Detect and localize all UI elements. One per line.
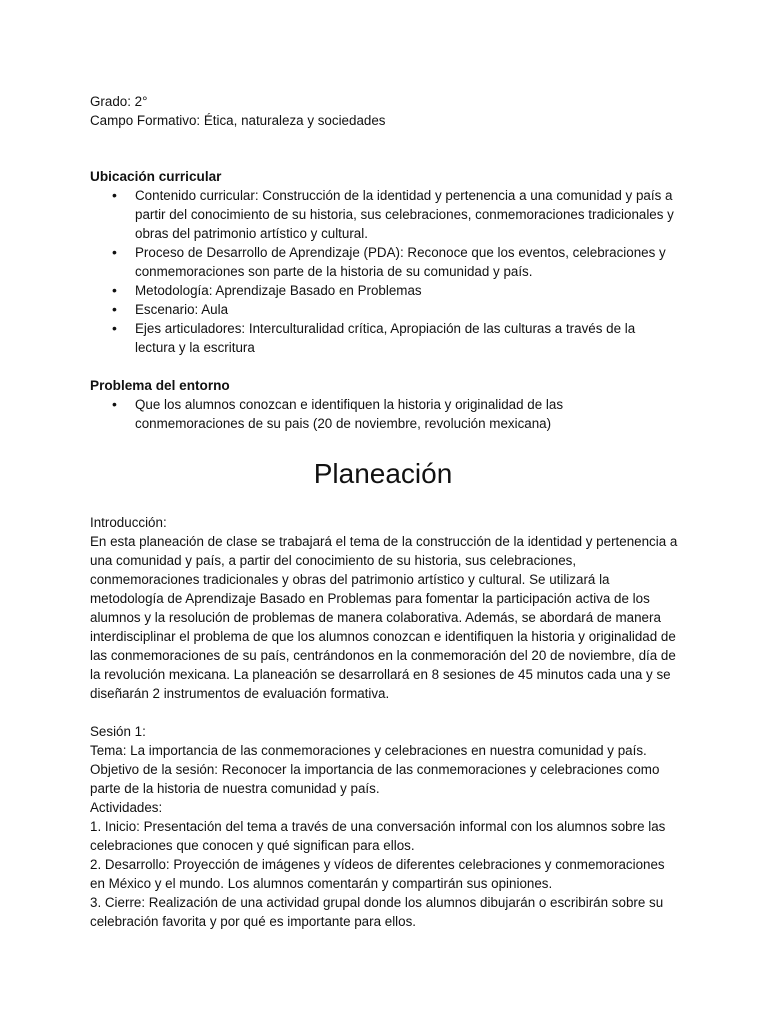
sesion-1-objetivo: Objetivo de la sesión: Reconocer la importancia de las conmemoraciones y celebraciones como parte de la historia de nuestra comunidad y país. xyxy=(90,762,660,796)
sesion-1-actividad-desarrollo: 2. Desarrollo: Proyección de imágenes y vídeos de diferentes celebraciones y conmemoraciones en México y el mundo. Los alumnos comentarán y compartirán sus opiniones. xyxy=(90,857,665,891)
document-page xyxy=(90,92,690,931)
list-item: • Contenido curricular: Construcción de la identidad y pertenencia a una comunidad y país a partir del conocimiento de su historia, sus celebraciones, conmemoraciones tradicionales y obras del patrimonio artístico y cultural. xyxy=(90,186,690,243)
list-item: • Escenario: Aula xyxy=(90,300,690,319)
page-title: Planeación xyxy=(313,458,453,489)
sesion-1-section xyxy=(90,722,688,931)
sesion-1-actividad-inicio: 1. Inicio: Presentación del tema a través de una conversación informal con los alumnos sobre las celebraciones que conocen y qué significan para ellos. xyxy=(90,819,666,853)
sesion-1-tema: Tema: La importancia de las conmemoraciones y celebraciones en nuestra comunidad y país. xyxy=(90,743,647,758)
list-item: • Que los alumnos conozcan e identifiquen la historia y originalidad de las conmemoraciones de su pais (20 de noviembre, revolución mexicana) xyxy=(90,395,605,433)
list-item: • Proceso de Desarrollo de Aprendizaje (PDA): Reconoce que los eventos, celebraciones y conmemoraciones son parte de la historia de su comunidad y país. xyxy=(90,243,690,281)
introduccion-section xyxy=(90,513,690,703)
ubicacion-curricular-heading: Ubicación curricular xyxy=(90,169,222,184)
ubicacion-curricular-list xyxy=(90,186,690,357)
problema-entorno-heading: Problema del entorno xyxy=(90,378,230,393)
introduccion-label: Introducción: xyxy=(90,515,167,530)
list-item: • Ejes articuladores: Interculturalidad crítica, Apropiación de las culturas a través de la lectura y la escritura xyxy=(90,319,670,357)
introduccion-text: En esta planeación de clase se trabajará el tema de la construcción de la identidad y pertenencia a una comunidad y país, a partir del conocimiento de su historia, sus celebraciones, conmemoraciones tradicionales y obras del patrimonio artístico y cultural. Se utilizará la metodología de Aprendizaje Basado en Problemas para fomentar la participación activa de los alumnos y la resolución de problemas de manera colaborativa. Además, se abordará de manera interdisciplinar el problema de que los alumnos conozcan e identifiquen la historia y originalidad de las conmemoraciones de su país, centrándonos en la conmemoración del 20 de noviembre, día de la revolución mexicana. La planeación se desarrollará en 8 sesiones de 45 minutos cada una y se diseñarán 2 instrumentos de evaluación formativa. xyxy=(90,534,678,701)
sesion-1-actividades-label: Actividades: xyxy=(90,800,163,815)
problema-entorno-list xyxy=(90,395,690,433)
sesion-1-actividad-cierre: 3. Cierre: Realización de una actividad grupal donde los alumnos dibujarán o escribirán sobre su celebración favorita y por qué es importante para ellos. xyxy=(90,895,664,929)
list-item: • Metodología: Aprendizaje Basado en Problemas xyxy=(90,281,690,300)
campo-formativo-line: Campo Formativo: Ética, naturaleza y sociedades xyxy=(90,113,386,128)
grado-line: Grado: 2° xyxy=(90,94,148,109)
sesion-1-label: Sesión 1: xyxy=(90,724,146,739)
